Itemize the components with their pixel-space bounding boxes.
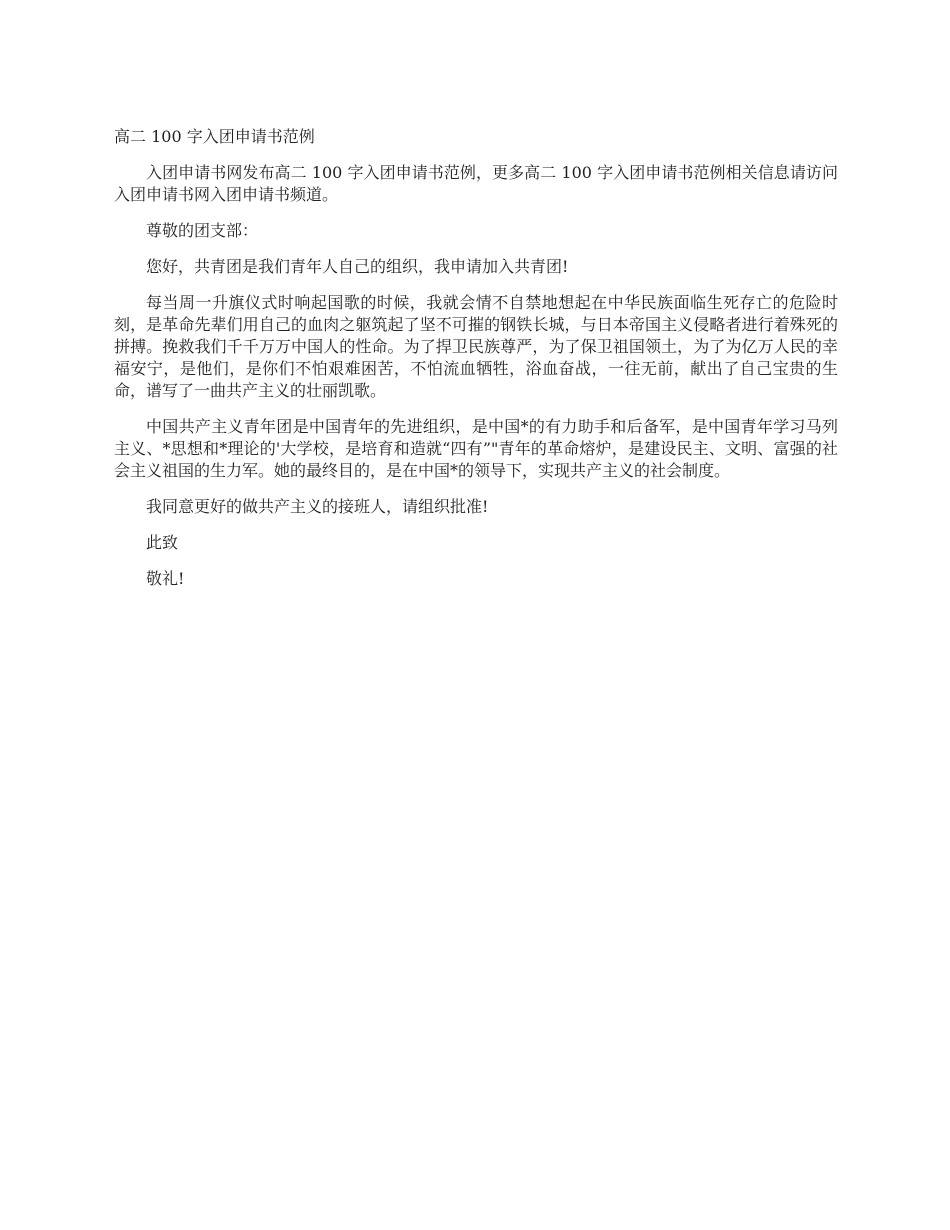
body-paragraph: 中国共产主义青年团是中国青年的先进组织，是中国*的有力助手和后备军，是中国青年学习马列主义、*思想和*理论的'大学校，是培育和造就“四有”"青年的革命熔炉，是建设民主、文明、富强的社会主义祖国的生力军。她的最终目的，是在中国*的领导下，实现共产主义的社会制度。 [114,417,838,480]
document-page [114,126,838,604]
salutation: 尊敬的团支部： [146,221,259,240]
intro-paragraph: 入团申请书网发布高二 100 字入团申请书范例，更多高二 100 字入团申请书范例相关信息请访问入团申请书网入团申请书频道。 [114,163,838,204]
closing-line: 此致 [146,533,179,552]
greeting-paragraph: 您好，共青团是我们青年人自己的组织，我申请加入共青团! [146,257,569,276]
body-paragraph: 每当周一升旗仪式时响起国歌的时候，我就会情不自禁地想起在中华民族面临生死存亡的危险时刻，是革命先辈们用自己的血肉之躯筑起了坚不可摧的钢铁长城，与日本帝国主义侵略者进行着殊死的拼搏。挽救我们千千万万中国人的性命。为了捍卫民族尊严，为了保卫祖国领土，为了为亿万人民的幸福安宁，是他们，是你们不怕艰难困苦，不怕流血牺牲，浴血奋战，一往无前，献出了自己宝贵的生命，谱写了一曲共产主义的壮丽凯歌。 [114,293,838,400]
document-title: 高二 100 字入团申请书范例 [114,127,315,146]
request-paragraph: 我同意更好的做共产主义的接班人，请组织批准! [146,497,489,516]
closing-salute: 敬礼! [146,569,185,588]
